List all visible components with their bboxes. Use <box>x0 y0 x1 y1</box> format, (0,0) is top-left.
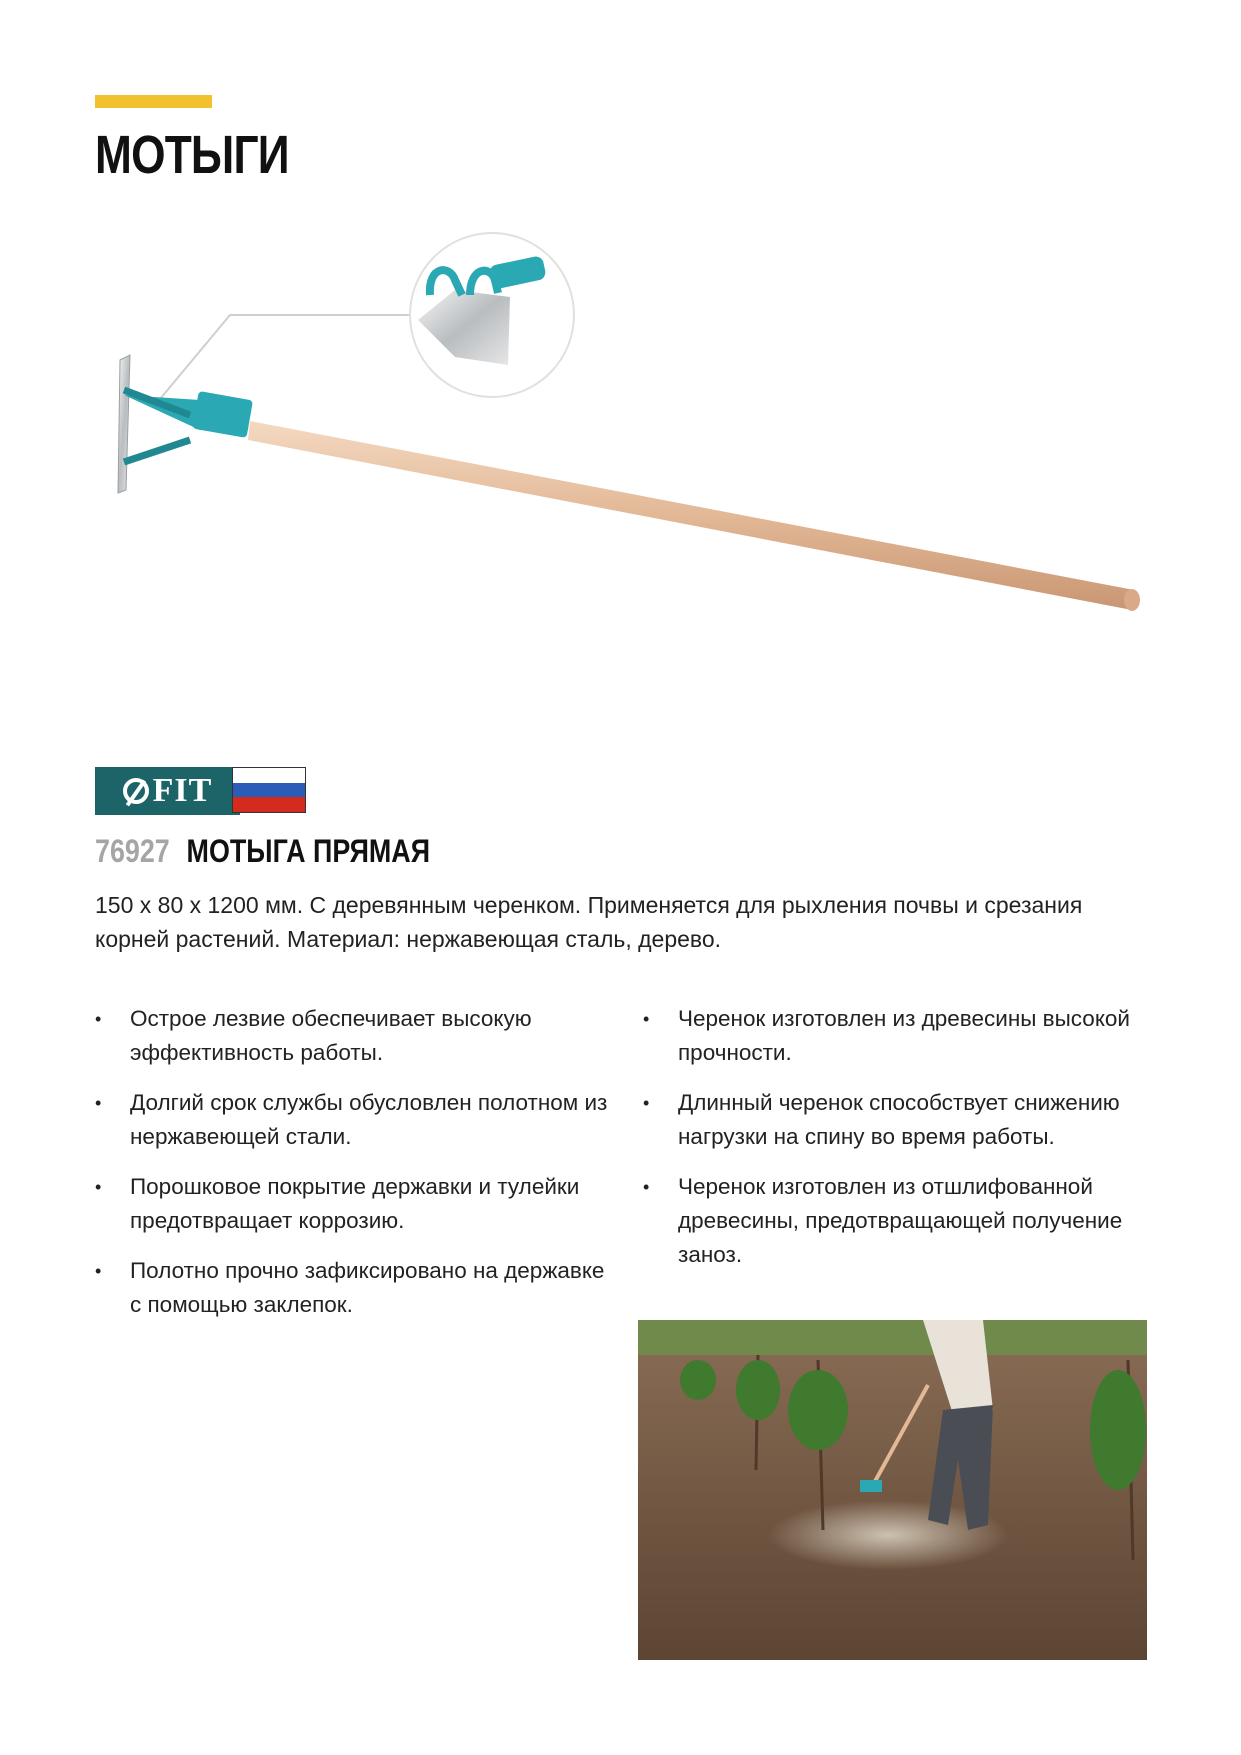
hoe-product-image <box>110 225 1150 645</box>
product-name: МОТЫГА ПРЯМАЯ <box>186 833 431 869</box>
product-heading <box>95 833 430 870</box>
usage-photo <box>638 1320 1147 1660</box>
fit-logo-text: FIT <box>152 772 213 809</box>
product-description: 150 х 80 х 1200 мм. С деревянным черенком. Применяется для рыхления почвы и срезания корней растений. Материал: нержавеющая сталь, дерево. <box>95 892 1083 952</box>
product-sku: 76927 <box>95 833 170 869</box>
list-item: • Порошковое покрытие державки и тулейки предотвращает коррозию. <box>95 1170 615 1238</box>
list-item: • Черенок изготовлен из древесины высокой прочности. <box>643 1002 1163 1070</box>
list-item: • Черенок изготовлен из отшлифованной древесины, предотвращающей получение заноз. <box>643 1170 1163 1272</box>
russia-flag-icon <box>232 767 306 813</box>
features-list-left <box>95 1002 615 1338</box>
fit-logo <box>95 767 240 815</box>
features-list-right <box>643 1002 1163 1288</box>
list-item: • Острое лезвие обеспечивает высокую эффективность работы. <box>95 1002 615 1070</box>
title-accent-bar <box>95 95 212 108</box>
list-item: • Долгий срок службы обусловлен полотном из нержавеющей стали. <box>95 1086 615 1154</box>
page-title: МОТЫГИ <box>95 125 289 185</box>
list-item: • Полотно прочно зафиксировано на державке с помощью заклепок. <box>95 1254 615 1322</box>
list-item: • Длинный черенок способствует снижению нагрузки на спину во время работы. <box>643 1086 1163 1154</box>
fit-logo-mark-icon <box>123 778 149 804</box>
